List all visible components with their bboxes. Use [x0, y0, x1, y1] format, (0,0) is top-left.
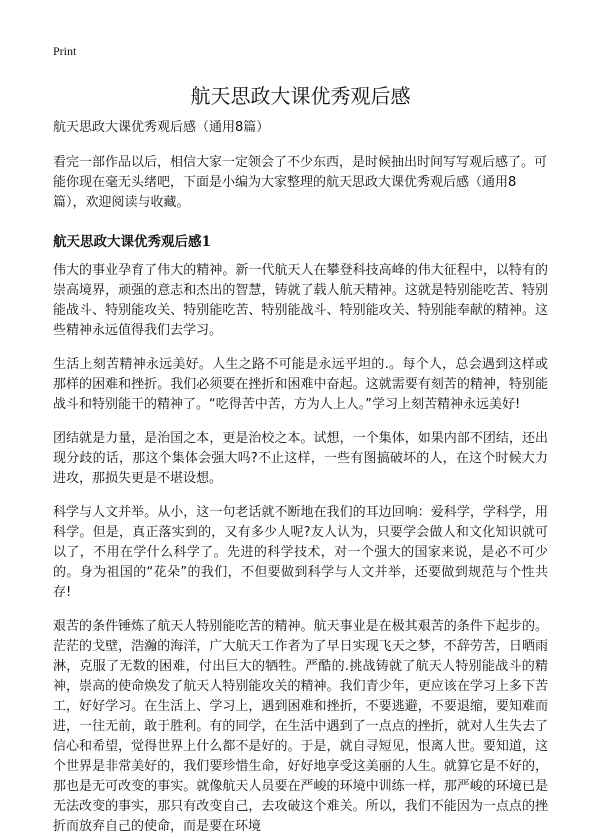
section-heading: 航天思政大课优秀观后感1 — [53, 234, 211, 250]
document-subtitle: 航天思政大课优秀观后感（通用8篇） — [53, 120, 270, 135]
body-paragraph-4: 科学与人文并举。从小，这一句老话就不断地在我们的耳边回响：爱科学，学科学，用科学。但是，真正落实到的，又有多少人呢?友人认为，只要学会做人和文化知识就可以了，不用在学什么科学了。先进的科学技术，对一个强大的国家来说，是必不可少的。身为祖国的“花朵”的我们，不但要做到科学与人文并举，还要做到规范与个性共存! — [53, 505, 548, 600]
page-title: 航天思政大课优秀观后感 — [190, 84, 411, 108]
print-link[interactable]: Print — [53, 44, 77, 58]
body-paragraph-1: 伟大的事业孕育了伟大的精神。新一代航天人在攀登科技高峰的伟大征程中，以特有的崇高境界，顽强的意志和杰出的智慧，铸就了载人航天精神。这就是特别能吃苦、特别能战斗、特别能攻关、特别能吃苦、特别能战斗、特别能攻关、特别能奉献的精神。这些精神永远值得我们去学习。 — [53, 263, 548, 338]
intro-paragraph: 看完一部作品以后，相信大家一定领会了不少东西，是时候抽出时间写写观后感了。可能你现在毫无头绪吧，下面是小编为大家整理的航天思政大课优秀观后感（通用8篇），欢迎阅读与收藏。 — [53, 155, 548, 210]
body-paragraph-2: 生活上刻苦精神永远美好。人生之路不可能是永远平坦的.。每个人，总会遇到这样或那样的困难和挫折。我们必须要在挫折和困难中奋起。这就需要有刻苦的精神，特别能战斗和特别能干的精神了。“吃得苦中苦，方为人上人。”学习上刻苦精神永远美好! — [53, 357, 548, 412]
body-paragraph-5: 艰苦的条件锤炼了航天人特别能吃苦的精神。航天事业是在极其艰苦的条件下起步的。茫茫的戈壁，浩瀚的海洋，广大航天工作者为了早日实现飞天之梦，不辞劳苦，日晒雨淋，克服了无数的困难，付出巨大的牺牲。严酷的.挑战铸就了航天人特别能战斗的精神，崇高的使命焕发了航天人特别能攻关的精神。我们青少年，更应该在学习上多下苦工，好好学习。在生活上、学习上，遇到困难和挫折，不要逃避，不要退缩，要知难而进，一往无前，敢于胜利。有的同学，在生活中遇到了一点点的挫折，就对人生失去了信心和希望，觉得世界上什么都不是好的。于是，就自寻短见，恨离人世。要知道，这个世界是非常美好的，我们要珍惜生命，好好地享受这美丽的人生。就算它是不好的，那也是无可改变的事实。就像航天人员要在严峻的环境中训练一样，那严峻的环境已是无法改变的事实，那只有改变自己，去攻破这个难关。所以，我们不能因为一点点的挫折而放弃自己的使命，而是要在环境 — [53, 619, 548, 834]
body-paragraph-3: 团结就是力量，是治国之本，更是治校之本。试想，一个集体，如果内部不团结，还出现分歧的话，那这个集体会强大吗?不止这样，一些有图搞破坏的人，在这个时候大力进攻，那损失更是不堪设想。 — [53, 431, 548, 486]
